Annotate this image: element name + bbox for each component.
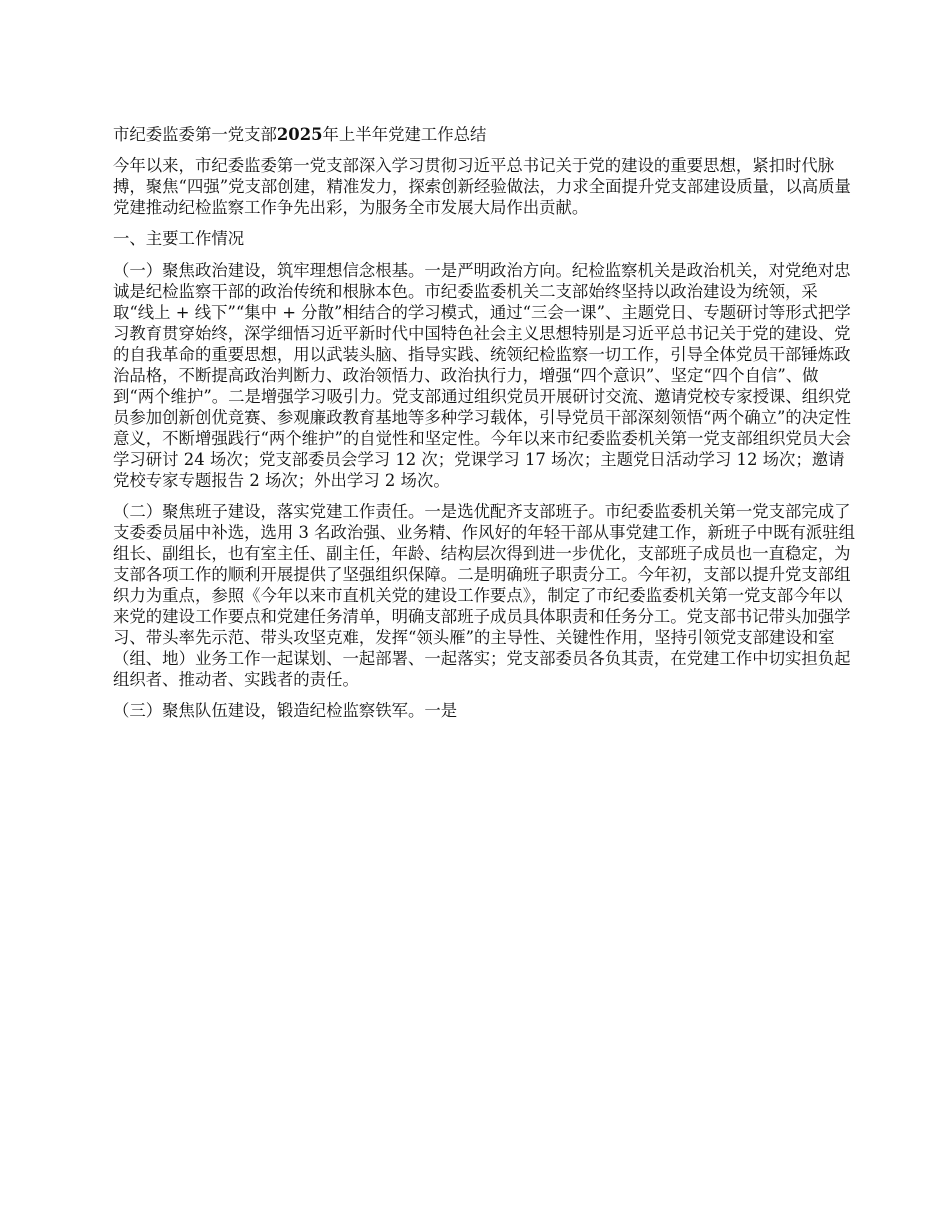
paragraph-staff-building: （三）聚焦队伍建设，锻造纪检监察铁军。一是 [113,701,458,720]
paragraph-team-building: （二）聚焦班子建设，落实党建工作责任。一是选优配齐支部班子。市纪委监委机关第一党支部完成了支委委员届中补选，选用 3 名政治强、业务精、作风好的年轻干部从事党建工作，新班子中既有派驻组组长、副组长，也有室主任、副主任，年龄、结构层次得到进一步优化，支部班子成员也一直稳定，为支部各项工作的顺利开展提供了坚强组织保障。二是明确班子职责分工。今年初，支部以提升党支部组织力为重点，参照《今年以来市直机关党的建设工作要点》，制定了市纪委监委机关第一党支部今年以来党的建设工作要点和党建任务清单，明确支部班子成员具体职责和任务分工。党支部书记带头加强学习、带头率先示范、带头攻坚克难，发挥“领头雁”的主导性、关键性作用，坚持引领党支部建设和室（组、地）业务工作一起谋划、一起部署、一起落实；党支部委员各负其责，在党建工作中切实担负起组织者、推动者、实践者的责任。 [113,502,856,689]
title-prefix: 市纪委监委第一党支部 [113,125,277,144]
intro-paragraph: 今年以来，市纪委监委第一党支部深入学习贯彻习近平总书记关于党的建设的重要思想，紧扣时代脉搏，聚焦“四强”党支部创建，精准发力，探索创新经验做法，力求全面提升党支部建设质量，以高质量党建推动纪检监察工作争先出彩，为服务全市发展大局作出贡献。 [113,156,851,217]
document-title [113,124,858,145]
document-page [113,124,858,731]
title-year: 2025 [276,125,323,144]
paragraph-political-building: （一）聚焦政治建设，筑牢理想信念根基。一是严明政治方向。纪检监察机关是政治机关，对党绝对忠诚是纪检监察干部的政治传统和根脉本色。市纪委监委机关二支部始终坚持以政治建设为统领，采取“线上 + 线下”“集中 + 分散”相结合的学习模式，通过“三会一课”、主题党日、专题研讨等形式把学习教育贯穿始终，深学细悟习近平新时代中国特色社会主义思想特别是习近平总书记关于党的建设、党的自我革命的重要思想，用以武装头脑、指导实践、统领纪检监察一切工作，引导全体党员干部锤炼政治品格，不断提高政治判断力、政治领悟力、政治执行力，增强“四个意识”、坚定“四个自信”、做到“两个维护”。二是增强学习吸引力。党支部通过组织党员开展研讨交流、邀请党校专家授课、组织党员参加创新创优竞赛、参观廉政教育基地等多种学习载体，引导党员干部深刻领悟“两个确立”的决定性意义，不断增强践行“两个维护”的自觉性和坚定性。今年以来市纪委监委机关第一党支部组织党员大会学习研讨 24 场次；党支部委员会学习 12 次；党课学习 17 场次；主题党日活动学习 12 场次；邀请党校专家专题报告 2 场次；外出学习 2 场次。 [113,261,851,490]
title-suffix: 年上半年党建工作总结 [322,125,487,144]
section-heading: 一、主要工作情况 [113,229,245,248]
